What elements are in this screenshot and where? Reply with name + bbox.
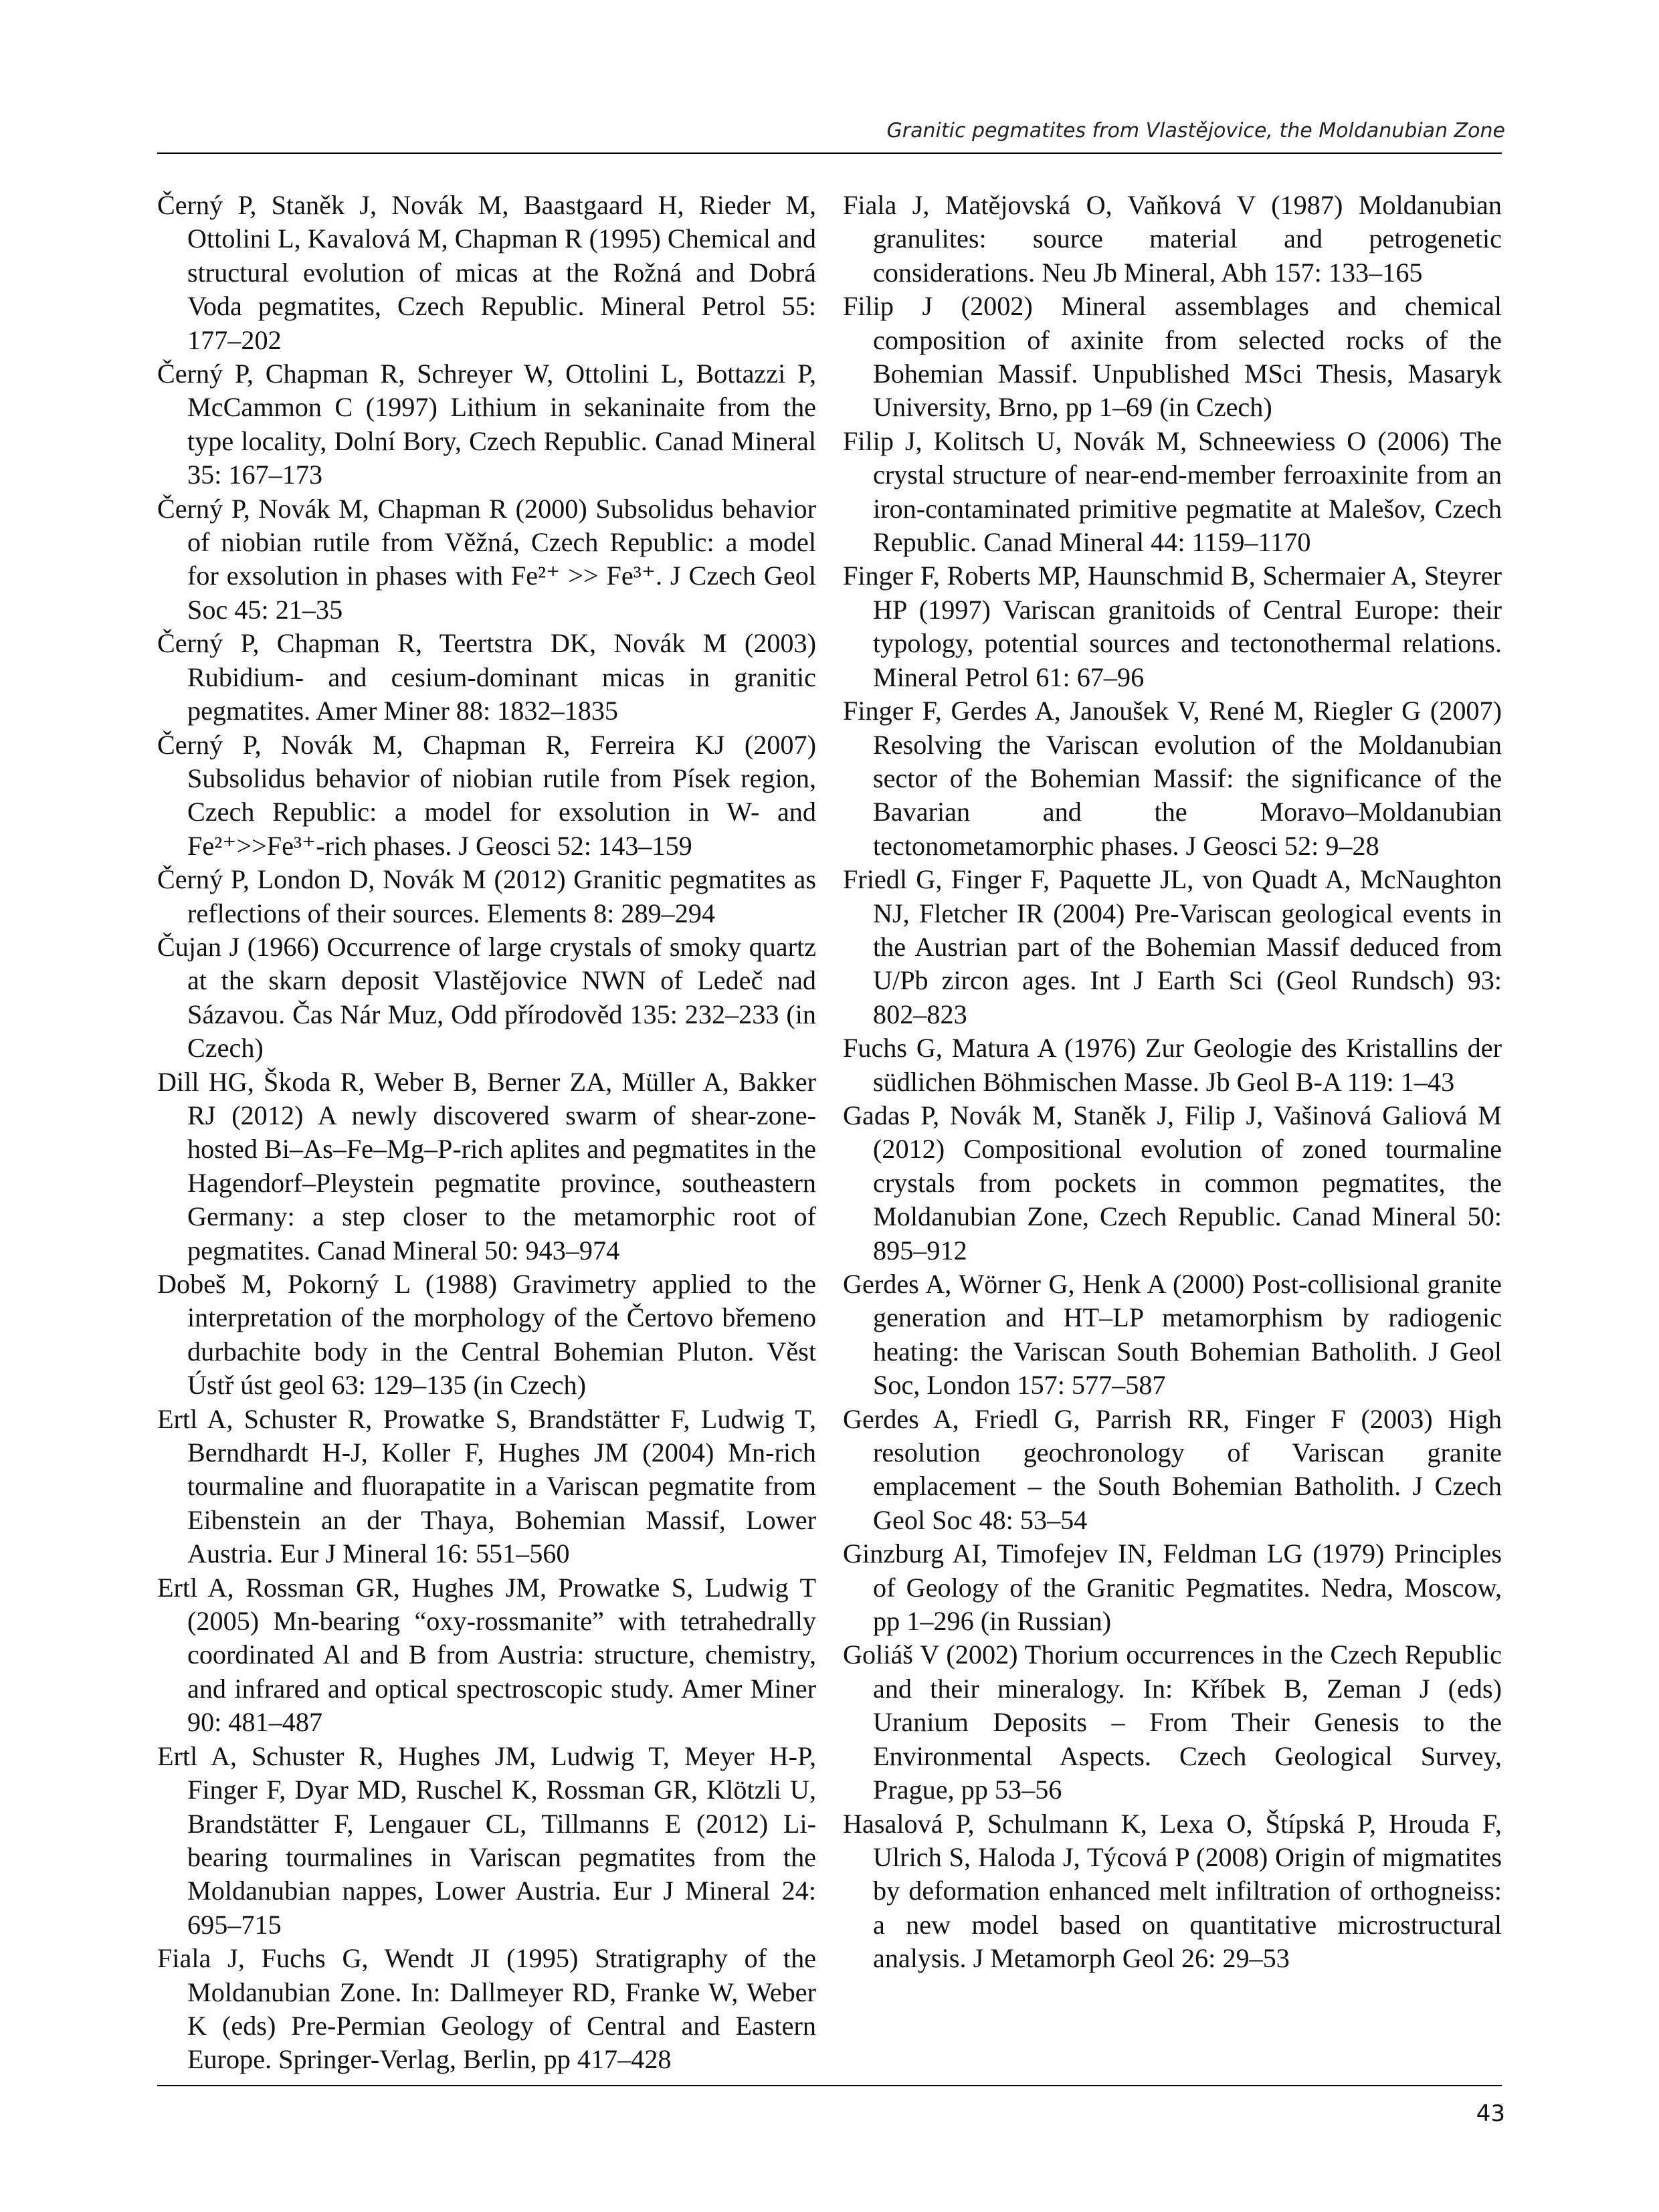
- reference-entry: Fiala J, Fuchs G, Wendt JI (1995) Stratigraphy of the Moldanubian Zone. In: Dallmeyer RD, Franke W, Weber K (eds) Pre-Permian Geology of Central and Eastern Europe. Springer-Verlag, Berlin, pp 417–428: [157, 1943, 816, 2075]
- footer-rule: [157, 2085, 1502, 2086]
- reference-entry: Černý P, Chapman R, Schreyer W, Ottolini L, Bottazzi P, McCammon C (1997) Lithium in sekaninaite from the type locality, Dolní Bory, Czech Republic. Canad Mineral 35: 167–173: [157, 359, 816, 490]
- reference-entry: Fuchs G, Matura A (1976) Zur Geologie des Kristallins der südlichen Böhmischen Masse. Jb Geol B-A 119: 1–43: [843, 1033, 1502, 1097]
- reference-entry: Čujan J (1966) Occurrence of large crystals of smoky quartz at the skarn deposit Vlastějovice NWN of Ledeč nad Sázavou. Čas Nár Muz, Odd přírodověd 135: 232–233 (in Czech): [157, 931, 816, 1064]
- reference-entry: Ginzburg AI, Timofejev IN, Feldman LG (1979) Principles of Geology of the Granitic Pegmatites. Nedra, Moscow, pp 1–296 (in Russian): [843, 1538, 1502, 1637]
- page-number: 43: [1476, 2100, 1505, 2127]
- reference-entry: Friedl G, Finger F, Paquette JL, von Quadt A, McNaughton NJ, Fletcher IR (2004) Pre-Variscan geological events in the Austrian part of the Bohemian Massif deduced from U/Pb zircon ages. Int J Earth Sci (Geol Rundsch) 93: 802–823: [843, 864, 1502, 1029]
- references-column-right: [843, 189, 1502, 1976]
- reference-entry: Černý P, Novák M, Chapman R, Ferreira KJ (2007) Subsolidus behavior of niobian rutile from Písek region, Czech Republic: a model for exsolution in W- and Fe²⁺>>Fe³⁺-rich phases. J Geosci 52: 143–159: [157, 729, 816, 861]
- reference-entry: Dobeš M, Pokorný L (1988) Gravimetry applied to the interpretation of the morphology of the Čertovo břemeno durbachite body in the Central Bohemian Pluton. Věst Ústř úst geol 63: 129–135 (in Czech): [157, 1269, 816, 1401]
- reference-entry: Černý P, Novák M, Chapman R (2000) Subsolidus behavior of niobian rutile from Věžná, Czech Republic: a model for exsolution in phases with Fe²⁺ >> Fe³⁺. J Czech Geol Soc 45: 21–35: [157, 493, 816, 625]
- reference-entry: Dill HG, Škoda R, Weber B, Berner ZA, Müller A, Bakker RJ (2012) A newly discovered swarm of shear-zone-hosted Bi–As–Fe–Mg–P-rich aplites and pegmatites in the Hagendorf–Pleystein pegmatite province, southeastern Germany: a step closer to the metamorphic root of pegmatites. Canad Mineral 50: 943–974: [157, 1066, 816, 1266]
- reference-entry: Finger F, Gerdes A, Janoušek V, René M, Riegler G (2007) Resolving the Variscan evolution of the Moldanubian sector of the Bohemian Massif: the significance of the Bavarian and the Moravo–Moldanubian tectonometamorphic phases. J Geosci 52: 9–28: [843, 696, 1502, 861]
- reference-entry: Hasalová P, Schulmann K, Lexa O, Štípská P, Hrouda F, Ulrich S, Haloda J, Týcová P (2008) Origin of migmatites by deformation enhanced melt infiltration of orthogneiss: a new model based on quantitative microstructural analysis. J Metamorph Geol 26: 29–53: [843, 1808, 1502, 1974]
- reference-entry: Finger F, Roberts MP, Haunschmid B, Schermaier A, Steyrer HP (1997) Variscan granitoids of Central Europe: their typology, potential sources and tectonothermal relations. Mineral Petrol 61: 67–96: [843, 561, 1502, 692]
- reference-entry: Filip J, Kolitsch U, Novák M, Schneewiess O (2006) The crystal structure of near-end-member ferroaxinite from an iron-contaminated primitive pegmatite at Malešov, Czech Republic. Canad Mineral 44: 1159–1170: [843, 425, 1502, 558]
- reference-entry: Gerdes A, Friedl G, Parrish RR, Finger F (2003) High resolution geochronology of Variscan granite emplacement – the South Bohemian Batholith. J Czech Geol Soc 48: 53–54: [843, 1403, 1502, 1535]
- header-rule: [157, 153, 1502, 154]
- reference-entry: Ertl A, Schuster R, Hughes JM, Ludwig T, Meyer H-P, Finger F, Dyar MD, Ruschel K, Rossman GR, Klötzli U, Brandstätter F, Lengauer CL, Tillmanns E (2012) Li-bearing tourmalines in Variscan pegmatites from the Moldanubian nappes, Lower Austria. Eur J Mineral 24: 695–715: [157, 1740, 816, 1940]
- reference-entry: Gadas P, Novák M, Staněk J, Filip J, Vašinová Galiová M (2012) Compositional evolution of zoned tourmaline crystals from pockets in common pegmatites, the Moldanubian Zone, Czech Republic. Canad Mineral 50: 895–912: [843, 1100, 1502, 1266]
- reference-entry: Goliáš V (2002) Thorium occurrences in the Czech Republic and their mineralogy. In: Kříbek B, Zeman J (eds) Uranium Deposits – From Their Genesis to the Environmental Aspects. Czech Geological Survey, Prague, pp 53–56: [843, 1639, 1502, 1805]
- reference-entry: Filip J (2002) Mineral assemblages and chemical composition of axinite from selected rocks of the Bohemian Massif. Unpublished MSci Thesis, Masaryk University, Brno, pp 1–69 (in Czech): [843, 291, 1502, 423]
- references-column-left: [157, 189, 816, 2077]
- reference-entry: Ertl A, Schuster R, Prowatke S, Brandstätter F, Ludwig T, Berndhardt H-J, Koller F, Hughes JM (2004) Mn-rich tourmaline and fluorapatite in a Variscan pegmatite from Eibenstein an der Thaya, Bohemian Massif, Lower Austria. Eur J Mineral 16: 551–560: [157, 1403, 816, 1569]
- reference-entry: Černý P, Chapman R, Teertstra DK, Novák M (2003) Rubidium- and cesium-dominant micas in granitic pegmatites. Amer Miner 88: 1832–1835: [157, 628, 816, 726]
- running-header-title: Granitic pegmatites from Vlastějovice, the Moldanubian Zone: [886, 119, 1505, 142]
- reference-entry: Černý P, Staněk J, Novák M, Baastgaard H, Rieder M, Ottolini L, Kavalová M, Chapman R (1995) Chemical and structural evolution of micas at the Rožná and Dobrá Voda pegmatites, Czech Republic. Mineral Petrol 55: 177–202: [157, 190, 816, 355]
- reference-entry: Gerdes A, Wörner G, Henk A (2000) Post-collisional granite generation and HT–LP metamorphism by radiogenic heating: the Variscan South Bohemian Batholith. J Geol Soc, London 157: 577–587: [843, 1269, 1502, 1401]
- reference-entry: Fiala J, Matějovská O, Vaňková V (1987) Moldanubian granulites: source material and petrogenetic considerations. Neu Jb Mineral, Abh 157: 133–165: [843, 190, 1502, 288]
- reference-entry: Černý P, London D, Novák M (2012) Granitic pegmatites as reflections of their sources. Elements 8: 289–294: [157, 864, 816, 928]
- reference-entry: Ertl A, Rossman GR, Hughes JM, Prowatke S, Ludwig T (2005) Mn-bearing “oxy-rossmanite” with tetrahedrally coordinated Al and B from Austria: structure, chemistry, and infrared and optical spectroscopic study. Amer Miner 90: 481–487: [157, 1572, 816, 1738]
